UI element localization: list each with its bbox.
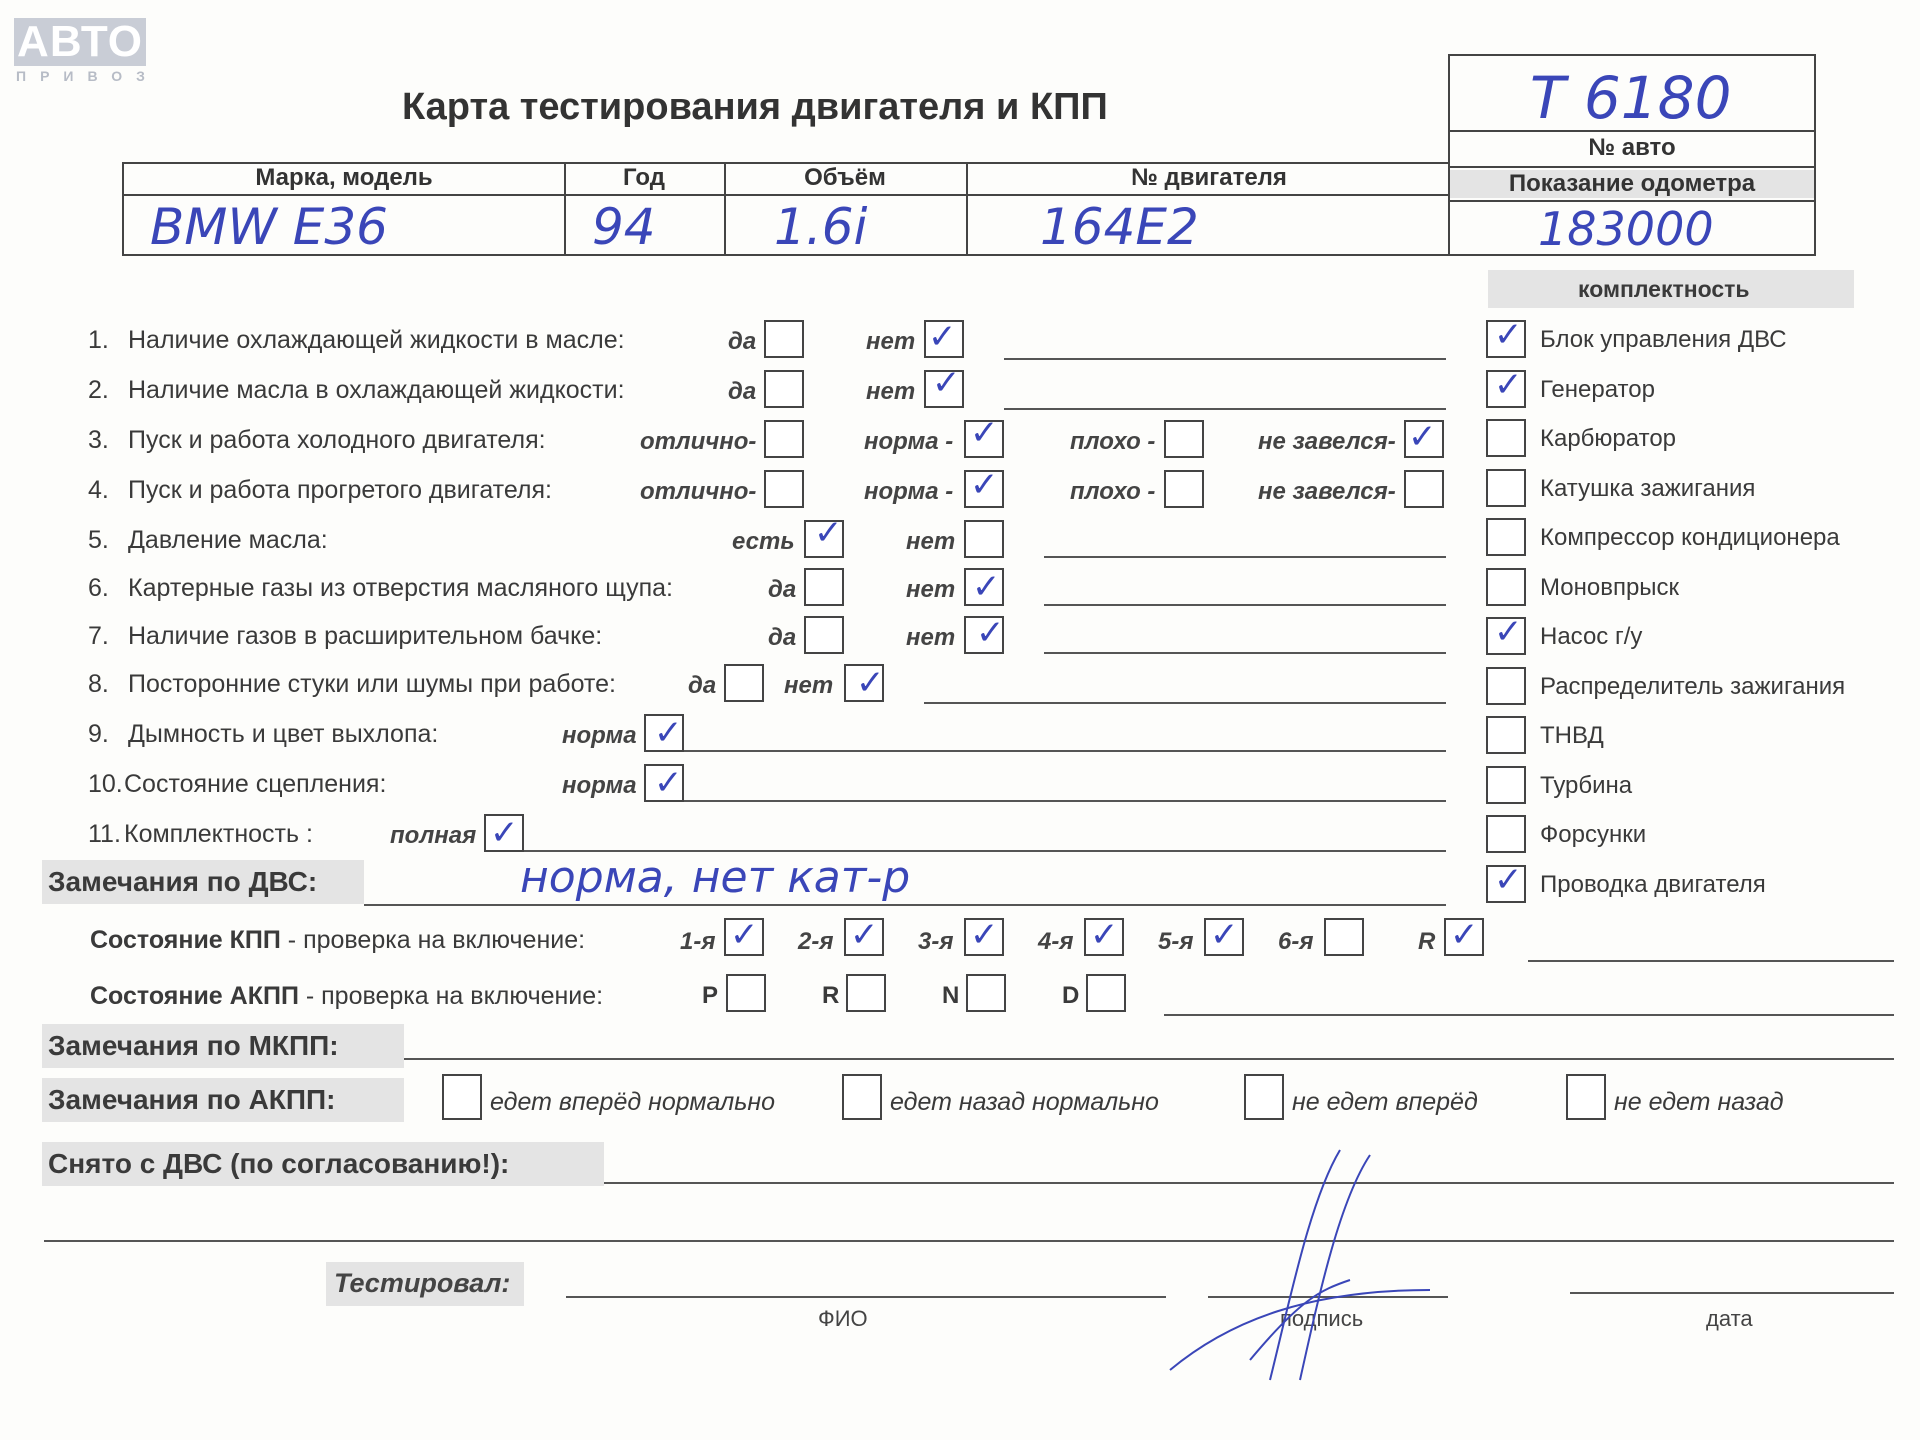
make-model-value: BMW E36 <box>150 198 388 256</box>
remarks-akpp-label: Замечания по АКПП: <box>48 1084 336 1115</box>
akpp-gear-label: N <box>942 982 960 1009</box>
volume-label: Объём <box>804 164 886 191</box>
item6-opt-yes-label: да <box>768 576 797 603</box>
item1-yes-checkbox[interactable] <box>764 320 804 358</box>
kpp-gear-check-icon: ✓ <box>1090 915 1119 955</box>
akpp-label-rest: - проверка на включение: <box>298 982 604 1010</box>
completeness-checkbox[interactable] <box>1486 667 1526 705</box>
item8-no-check-icon: ✓ <box>856 663 885 703</box>
kpp-label-rest: - проверка на включение: <box>280 926 586 954</box>
item4-nostart-checkbox[interactable] <box>1404 470 1444 508</box>
item3-opt-normal-label: норма - <box>864 428 954 455</box>
item8-opt-yes-label: да <box>688 672 717 699</box>
akpp-gear-label: D <box>1062 982 1080 1009</box>
akpp-label-bold: Состояние АКПП <box>90 982 299 1010</box>
item-text: Состояние сцепления: <box>124 770 387 798</box>
item10-opt-normal-label: норма <box>562 772 637 799</box>
item3-opt-nostart-label: не завелся- <box>1258 428 1396 455</box>
akpp-back-ok-checkbox[interactable] <box>842 1074 882 1120</box>
kpp-label <box>90 926 585 955</box>
completeness-label: Насос г/у <box>1540 623 1643 650</box>
item7-opt-yes-label: да <box>768 624 797 651</box>
kpp-label-bold: Состояние КПП <box>90 926 281 954</box>
item7-no-check-icon: ✓ <box>976 613 1005 653</box>
item4-opt-excellent-label: отлично- <box>640 478 757 505</box>
completeness-checkbox[interactable] <box>1486 419 1526 457</box>
completeness-label: Моновпрыск <box>1540 573 1680 601</box>
completeness-checkbox[interactable] <box>1486 716 1526 754</box>
item-text: Пуск и работа холодного двигателя: <box>128 426 546 454</box>
item-number: 8. <box>88 670 109 698</box>
akpp-forward-ok-checkbox[interactable] <box>442 1074 482 1120</box>
remarks-dvs-value: норма, нет кат-р <box>520 852 911 903</box>
item3-normal-check-icon: ✓ <box>970 413 999 453</box>
fio-caption: ФИО <box>818 1306 868 1331</box>
item1-opt-yes-label: да <box>728 328 757 355</box>
tested-label: Тестировал: <box>334 1268 511 1298</box>
completeness-label: Блок управления ДВС <box>1540 326 1787 353</box>
page-title: Карта тестирования двигателя и КПП <box>402 86 1108 128</box>
logo-subtitle: ПРИВОЗ <box>16 68 159 84</box>
vehicle-header-table <box>122 162 1450 256</box>
completeness-label: Турбина <box>1540 771 1633 799</box>
volume-value: 1.6i <box>774 198 868 256</box>
item-number: 4. <box>88 476 109 504</box>
item2-yes-checkbox[interactable] <box>764 370 804 408</box>
completeness-label: ТНВД <box>1540 722 1604 749</box>
item-number: 1. <box>88 326 109 354</box>
item8-yes-checkbox[interactable] <box>724 664 764 702</box>
item7-yes-checkbox[interactable] <box>804 616 844 654</box>
item2-opt-yes-label: да <box>728 378 757 405</box>
signature-scribble <box>1150 1140 1450 1400</box>
kpp-gear-label: 4-я <box>1038 928 1074 955</box>
item-text: Комплектность : <box>124 820 313 848</box>
remarks-dvs-label: Замечания по ДВС: <box>48 866 318 897</box>
item10-normal-check-icon: ✓ <box>654 763 683 803</box>
akpp-no-forward-label: не едет вперёд <box>1292 1088 1478 1116</box>
akpp-gear-checkbox[interactable] <box>726 974 766 1012</box>
item-text: Наличие газов в расширительном бачке: <box>128 622 603 650</box>
kpp-gear-checkbox[interactable] <box>1324 918 1364 956</box>
item9-opt-normal-label: норма <box>562 722 637 749</box>
item4-normal-check-icon: ✓ <box>970 465 999 505</box>
item8-opt-no-label: нет <box>784 672 834 699</box>
kpp-gear-check-icon: ✓ <box>850 915 879 955</box>
year-value: 94 <box>592 198 656 256</box>
item4-opt-normal-label: норма - <box>864 478 954 505</box>
item-text: Пуск и работа прогретого двигателя: <box>128 476 552 504</box>
item5-no-checkbox[interactable] <box>964 520 1004 558</box>
akpp-no-back-checkbox[interactable] <box>1566 1074 1606 1120</box>
item6-opt-no-label: нет <box>906 576 956 603</box>
item-number: 10. <box>88 770 123 798</box>
item5-opt-no-label: нет <box>906 528 956 555</box>
item3-nostart-check-icon: ✓ <box>1408 417 1437 457</box>
odometer-label: Показание одометра <box>1450 170 1814 198</box>
akpp-back-ok-label: едет назад нормально <box>890 1088 1159 1116</box>
auto-number-value: Т 6180 <box>1530 64 1732 132</box>
item3-opt-bad-label: плохо - <box>1070 428 1156 455</box>
item-text: Дымность и цвет выхлопа: <box>128 720 439 748</box>
item2-opt-no-label: нет <box>866 378 916 405</box>
item-number: 9. <box>88 720 109 748</box>
auto-number-label: № авто <box>1588 134 1676 161</box>
akpp-forward-ok-label: едет вперёд нормально <box>490 1088 776 1116</box>
akpp-gear-label: R <box>822 982 840 1009</box>
item4-excellent-checkbox[interactable] <box>764 470 804 508</box>
completeness-label: Генератор <box>1540 375 1655 403</box>
completeness-check-icon: ✓ <box>1494 364 1523 405</box>
kpp-gear-label: R <box>1418 928 1436 955</box>
item-text: Наличие масла в охлаждающей жидкости: <box>128 376 625 404</box>
kpp-gear-check-icon: ✓ <box>730 915 759 955</box>
item-number: 7. <box>88 622 109 650</box>
kpp-gear-check-icon: ✓ <box>1450 915 1479 955</box>
item3-excellent-checkbox[interactable] <box>764 420 804 458</box>
kpp-gear-check-icon: ✓ <box>970 915 999 955</box>
completeness-label: Распределитель зажигания <box>1540 672 1846 700</box>
kpp-gear-check-icon: ✓ <box>1210 915 1239 955</box>
item6-no-check-icon: ✓ <box>972 567 1001 607</box>
item-number: 5. <box>88 526 109 554</box>
akpp-no-back-label: не едет назад <box>1614 1088 1784 1116</box>
item4-opt-nostart-label: не завелся- <box>1258 478 1396 505</box>
item-text: Картерные газы из отверстия масляного щупа: <box>128 574 673 602</box>
item-text: Давление масла: <box>128 526 328 554</box>
item5-opt-yes-label: есть <box>732 528 795 555</box>
item4-bad-checkbox[interactable] <box>1164 470 1204 508</box>
auto-number-box <box>1448 54 1816 256</box>
item-text: Посторонние стуки или шумы при работе: <box>128 670 616 698</box>
item11-opt-full-label: полная <box>390 822 477 849</box>
item6-yes-checkbox[interactable] <box>804 568 844 606</box>
kpp-gear-label: 3-я <box>918 928 954 955</box>
completeness-label: Проводка двигателя <box>1540 870 1766 898</box>
signature-caption: подпись <box>1280 1306 1364 1331</box>
akpp-no-forward-checkbox[interactable] <box>1244 1074 1284 1120</box>
item-number: 2. <box>88 376 109 404</box>
item11-full-check-icon: ✓ <box>490 813 519 853</box>
akpp-gear-checkbox[interactable] <box>966 974 1006 1012</box>
completeness-label: Форсунки <box>1540 821 1647 848</box>
year-label: Год <box>623 164 665 191</box>
engine-number-label: № двигателя <box>1131 164 1287 191</box>
completeness-checkbox[interactable] <box>1486 766 1526 804</box>
item4-opt-bad-label: плохо - <box>1070 478 1156 505</box>
item1-no-check-icon: ✓ <box>928 317 957 357</box>
completeness-label: Карбюратор <box>1540 425 1677 452</box>
completeness-check-icon: ✓ <box>1494 315 1523 355</box>
kpp-gear-label: 2-я <box>798 928 834 955</box>
item2-no-check-icon: ✓ <box>932 363 961 403</box>
make-model-label: Марка, модель <box>255 164 433 191</box>
kpp-gear-label: 6-я <box>1278 928 1314 955</box>
akpp-label <box>90 982 603 1011</box>
completeness-checkbox[interactable] <box>1486 815 1526 853</box>
completeness-checkbox[interactable] <box>1486 518 1526 556</box>
completeness-label: Катушка зажигания <box>1540 474 1756 502</box>
engine-number-value: 164E2 <box>1040 198 1199 256</box>
odometer-value: 183000 <box>1538 202 1714 256</box>
removed-label: Снято с ДВС (по согласованию!): <box>48 1148 510 1179</box>
item-number: 3. <box>88 426 109 454</box>
akpp-gear-checkbox[interactable] <box>846 974 886 1012</box>
kpp-gear-label: 5-я <box>1158 928 1194 955</box>
item7-opt-no-label: нет <box>906 624 956 651</box>
item5-yes-check-icon: ✓ <box>814 513 843 553</box>
item3-opt-excellent-label: отлично- <box>640 428 757 455</box>
completeness-label: Компрессор кондиционера <box>1540 524 1840 551</box>
date-caption: дата <box>1706 1306 1753 1331</box>
remarks-mkpp-label: Замечания по МКПП: <box>48 1030 339 1061</box>
akpp-gear-checkbox[interactable] <box>1086 974 1126 1012</box>
completeness-checkbox[interactable] <box>1486 568 1526 606</box>
item-text: Наличие охлаждающей жидкости в масле: <box>128 326 625 354</box>
kpp-gear-label: 1-я <box>680 928 716 955</box>
item3-bad-checkbox[interactable] <box>1164 420 1204 458</box>
item9-normal-check-icon: ✓ <box>654 713 683 753</box>
completeness-check-icon: ✓ <box>1494 859 1523 900</box>
item1-opt-no-label: нет <box>866 328 916 355</box>
logo: АВТО <box>14 18 146 66</box>
item-number: 11. <box>88 820 121 848</box>
akpp-gear-label: P <box>702 982 719 1009</box>
completeness-checkbox[interactable] <box>1486 469 1526 507</box>
completeness-title: комплектность <box>1578 276 1750 302</box>
completeness-check-icon: ✓ <box>1494 612 1523 652</box>
item-number: 6. <box>88 574 109 602</box>
